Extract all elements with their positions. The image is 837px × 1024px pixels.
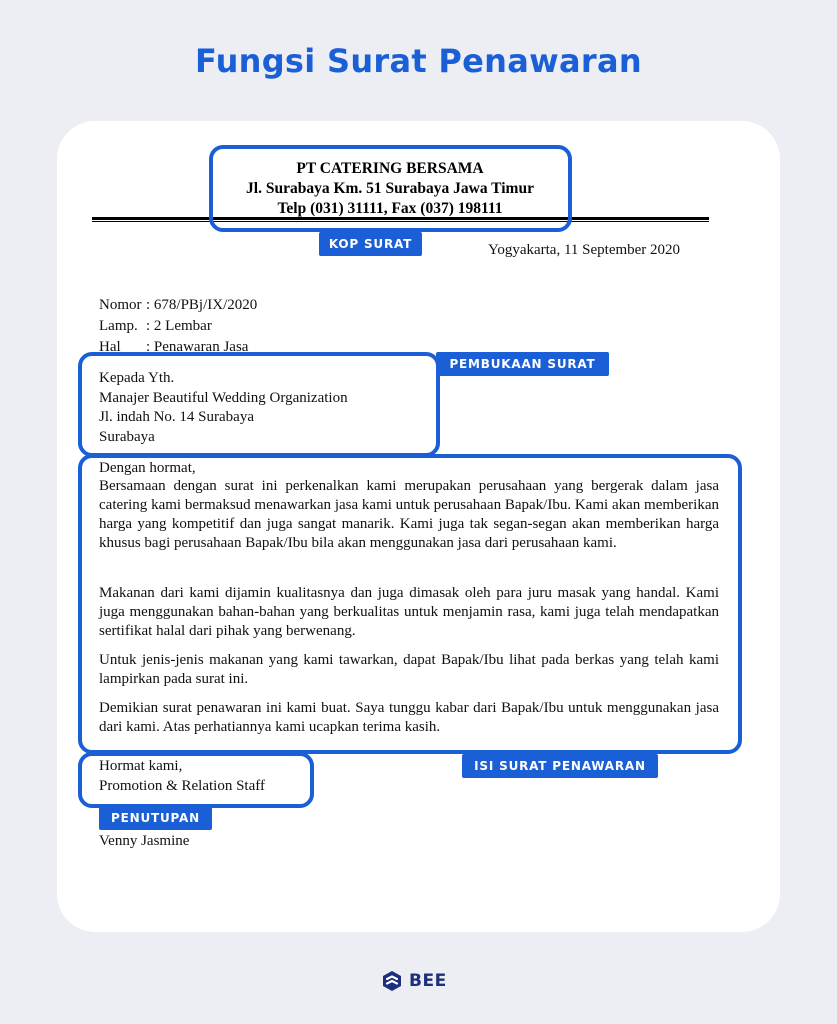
- closing-salutation: Hormat kami,: [99, 758, 183, 774]
- company-address: Jl. Surabaya Km. 51 Surabaya Jawa Timur: [246, 180, 534, 197]
- kop-highlight-box: [209, 145, 572, 232]
- isi-highlight-box: [78, 454, 742, 754]
- tag-pembukaan-surat: PEMBUKAAN SURAT: [436, 352, 609, 376]
- letter-date: Yogyakarta, 11 September 2020: [488, 242, 681, 258]
- bee-hexagon-icon: [382, 970, 402, 992]
- body-paragraph-1: Bersamaan dengan surat ini perkenalkan kami merupakan perusahaan yang bergerak dalam jasa catering kami bermaksud menawarkan jasa kami untuk perusahaan Bapak/Ibu. Kami akan memberikan harga yang kompetitif dan juga sangat manarik. Kami juga tak segan-segan akan memberikan harga khusus bagi perusahaan Bapak/Ibu bila akan menggunakan jasa dari perusahaan kami.: [99, 478, 719, 551]
- closing-position: Promotion & Relation Staff: [99, 778, 265, 794]
- tag-penutupan: PENUTUPAN: [99, 806, 212, 830]
- body-paragraph-2: Makanan dari kami dijamin kualitasnya dan juga dimasak oleh para juru masak yang handal. Kami juga menggunakan bahan-bahan yang berkualitas untuk menjamin rasa, kami juga telah mendapatkan sertifikat halal dari pihak yang berwenang.: [99, 585, 719, 639]
- meta-nomor: Nomor : 678/PBj/IX/2020: [99, 297, 258, 313]
- signer-name: Venny Jasmine: [99, 833, 190, 849]
- recipient-address: Kepada Yth. Manajer Beautiful Wedding Organization Jl. indah No. 14 Surabaya Surabaya: [99, 370, 348, 445]
- company-name: PT CATERING BERSAMA: [296, 160, 484, 177]
- body-paragraph-3: Untuk jenis-jenis makanan yang kami tawarkan, dapat Bapak/Ibu lihat pada berkas yang telah kami lampirkan pada surat ini.: [99, 652, 719, 687]
- tag-kop-surat: KOP SURAT: [319, 232, 422, 256]
- letter-meta: [99, 296, 257, 356]
- page-title: Fungsi Surat Penawaran: [195, 42, 642, 80]
- company-contact: Telp (031) 31111, Fax (037) 198111: [277, 200, 503, 217]
- pembukaan-highlight-box: [78, 352, 440, 457]
- logo-text: BEE: [409, 971, 447, 991]
- penutupan-highlight-box: [78, 752, 314, 808]
- tag-isi-surat: ISI SURAT PENAWARAN: [462, 754, 658, 778]
- meta-hal: Hal : Penawaran Jasa: [99, 339, 249, 355]
- bee-logo: [382, 970, 447, 992]
- meta-lampiran: Lamp. : 2 Lembar: [99, 318, 212, 334]
- body-paragraph-4: Demikian surat penawaran ini kami buat. Saya tunggu kabar dari Bapak/Ibu untuk menggunakan jasa dari kami. Atas perhatiannya kami ucapkan terima kasih.: [99, 700, 719, 735]
- greeting: Dengan hormat,: [99, 460, 196, 476]
